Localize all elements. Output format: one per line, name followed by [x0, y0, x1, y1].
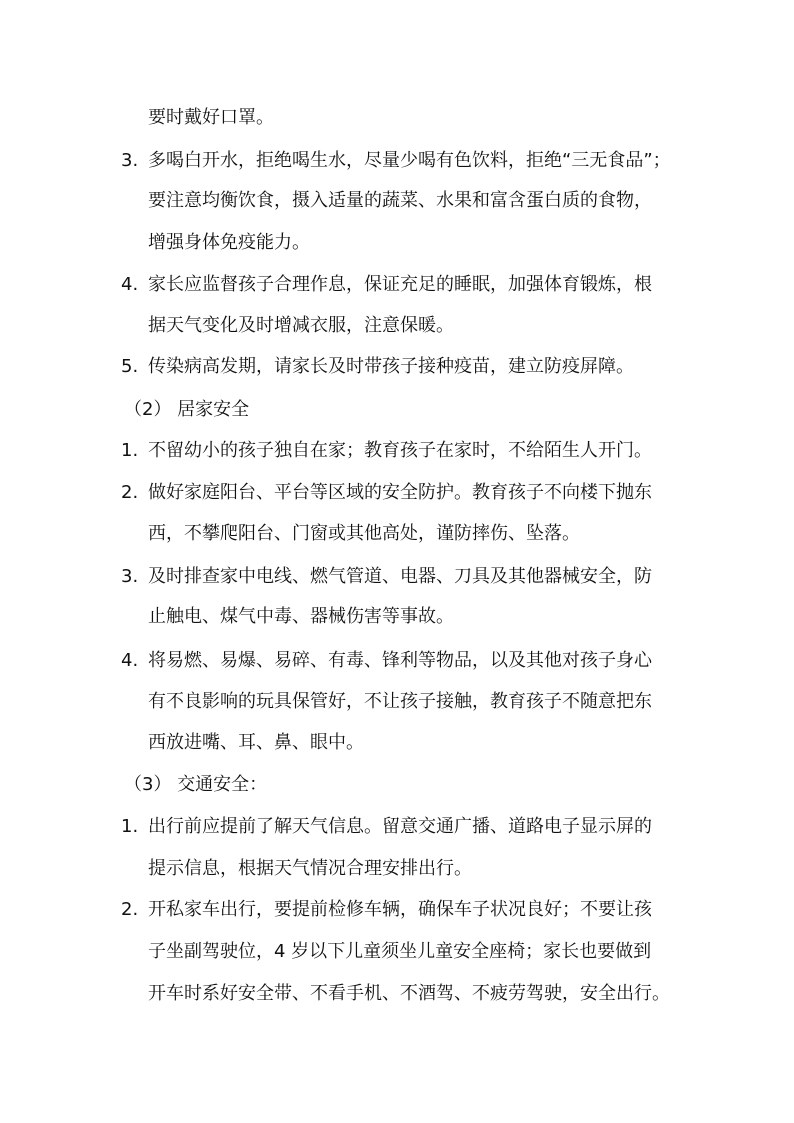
- item-text: 开车时系好安全带、不看手机、不酒驾、不疲劳驾驶，安全出行。: [148, 983, 670, 1004]
- item-number: 1.: [121, 816, 139, 837]
- item-text: 出行前应提前了解天气信息。留意交通广播、道路电子显示屏的: [148, 816, 652, 837]
- item-text: 要时戴好口罩。: [148, 107, 274, 128]
- item-text: 将易燃、易爆、易碎、有毒、锋利等物品，以及其他对孩子身心: [148, 650, 652, 671]
- item-number: 2.: [121, 482, 139, 503]
- item-text: 止触电、煤气中毒、器械伤害等事故。: [148, 606, 454, 627]
- item-text: 西，不攀爬阳台、门窗或其他高处，谨防摔伤、坠落。: [148, 523, 580, 544]
- section-heading-text: （2） 居家安全: [124, 399, 250, 420]
- item-text: 西放进嘴、耳、鼻、眼中。: [148, 732, 364, 753]
- item-text: 有不良影响的玩具保管好，不让孩子接触，教育孩子不随意把东: [148, 691, 652, 712]
- item-text: 传染病高发期，请家长及时带孩子接种疫苗，建立防疫屏障。: [148, 356, 634, 377]
- section-heading-text: （3） 交通安全：: [124, 774, 268, 795]
- item-text: 提示信息，根据天气情况合理安排出行。: [148, 858, 472, 879]
- item-number: 3.: [121, 566, 139, 587]
- item-number: 4.: [121, 274, 139, 295]
- item-text: 要注意均衡饮食，摄入适量的蔬菜、水果和富含蛋白质的食物，: [148, 190, 652, 211]
- item-number: 1.: [121, 440, 139, 461]
- item-text: 子坐副驾驶位，4 岁以下儿童须坐儿童安全座椅；家长也要做到: [148, 941, 652, 962]
- item-text: 开私家车出行，要提前检修车辆，确保车子状况良好；不要让孩: [148, 899, 652, 920]
- item-text: 家长应监督孩子合理作息，保证充足的睡眠，加强体育锻炼，根: [148, 274, 652, 295]
- item-number: 5.: [121, 356, 139, 377]
- item-number: 3.: [121, 150, 139, 171]
- item-text: 多喝白开水，拒绝喝生水，尽量少喝有色饮料，拒绝“三无食品”；: [148, 150, 671, 171]
- item-text: 做好家庭阳台、平台等区域的安全防护。教育孩子不向楼下抛东: [148, 482, 652, 503]
- item-text: 增强身体免疫能力。: [148, 232, 310, 253]
- item-text: 不留幼小的孩子独自在家；教育孩子在家时，不给陌生人开门。: [148, 440, 652, 461]
- item-text: 据天气变化及时增减衣服，注意保暖。: [148, 315, 454, 336]
- item-number: 4.: [121, 650, 139, 671]
- item-text: 及时排查家中电线、燃气管道、电器、刀具及其他器械安全，防: [148, 566, 652, 587]
- item-number: 2.: [121, 899, 139, 920]
